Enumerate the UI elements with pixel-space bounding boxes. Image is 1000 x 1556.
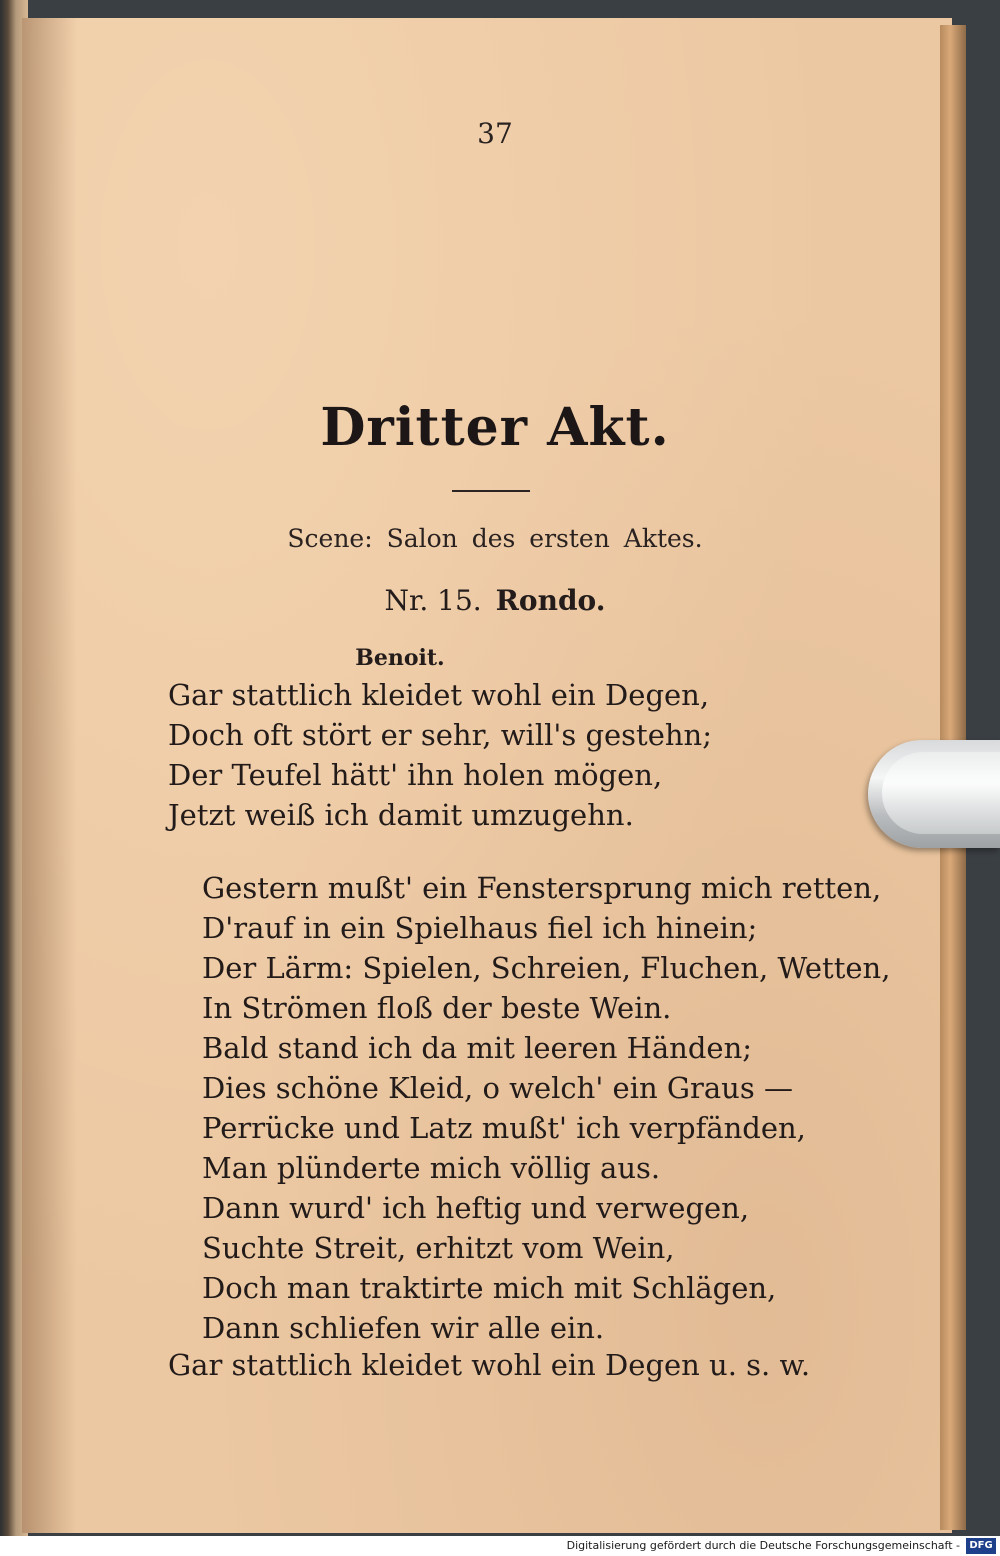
clip-highlight bbox=[882, 752, 1000, 834]
verse-line: Man plünderte mich völlig aus. bbox=[202, 1151, 661, 1185]
verse-line: Gar stattlich kleidet wohl ein Degen, bbox=[168, 678, 710, 712]
stanza-2 bbox=[202, 868, 890, 1348]
verse-line: Der Lärm: Spielen, Schreien, Fluchen, Wetten, bbox=[202, 951, 891, 985]
verse-line: Doch man traktirte mich mit Schlägen, bbox=[202, 1271, 777, 1305]
title-divider bbox=[452, 490, 530, 492]
verse-line: Doch oft stört er sehr, will's gestehn; bbox=[168, 718, 712, 752]
verse-line: Dies schöne Kleid, o welch' ein Graus — bbox=[202, 1071, 793, 1105]
scene-description: Scene: Salon des ersten Aktes. bbox=[287, 524, 703, 553]
gutter-shadow bbox=[22, 18, 77, 1533]
speaker-name: Benoit. bbox=[355, 645, 445, 671]
verse-line: Dann schliefen wir alle ein. bbox=[202, 1311, 605, 1345]
verse-line: In Strömen floß der beste Wein. bbox=[202, 991, 672, 1025]
verse-line: Perrücke und Latz mußt' ich verpfänden, bbox=[202, 1111, 806, 1145]
verse-line: Suchte Streit, erhitzt vom Wein, bbox=[202, 1231, 675, 1265]
funding-notice: Digitalisierung gefördert durch die Deutsche Forschungsgemeinschaft - bbox=[566, 1539, 960, 1552]
verse-line: Gestern mußt' ein Fenstersprung mich retten, bbox=[202, 871, 882, 905]
dfg-logo-icon: DFG bbox=[966, 1538, 996, 1554]
verse-line: Jetzt weiß ich damit umzugehn. bbox=[168, 798, 634, 832]
verse-line: Bald stand ich da mit leeren Händen; bbox=[202, 1031, 753, 1065]
act-title: Dritter Akt. bbox=[320, 397, 670, 458]
stanza-1 bbox=[168, 675, 712, 835]
number-prefix: Nr. 15. bbox=[384, 584, 482, 617]
number-title: Rondo. bbox=[495, 584, 606, 617]
musical-number-heading bbox=[0, 584, 990, 617]
refrain-line: Gar stattlich kleidet wohl ein Degen u. s. w. bbox=[168, 1348, 811, 1382]
verse-line: Der Teufel hätt' ihn holen mögen, bbox=[168, 758, 663, 792]
verse-line: D'rauf in ein Spielhaus fiel ich hinein; bbox=[202, 911, 758, 945]
page-number: 37 bbox=[477, 117, 513, 150]
verse-line: Dann wurd' ich heftig und verwegen, bbox=[202, 1191, 750, 1225]
